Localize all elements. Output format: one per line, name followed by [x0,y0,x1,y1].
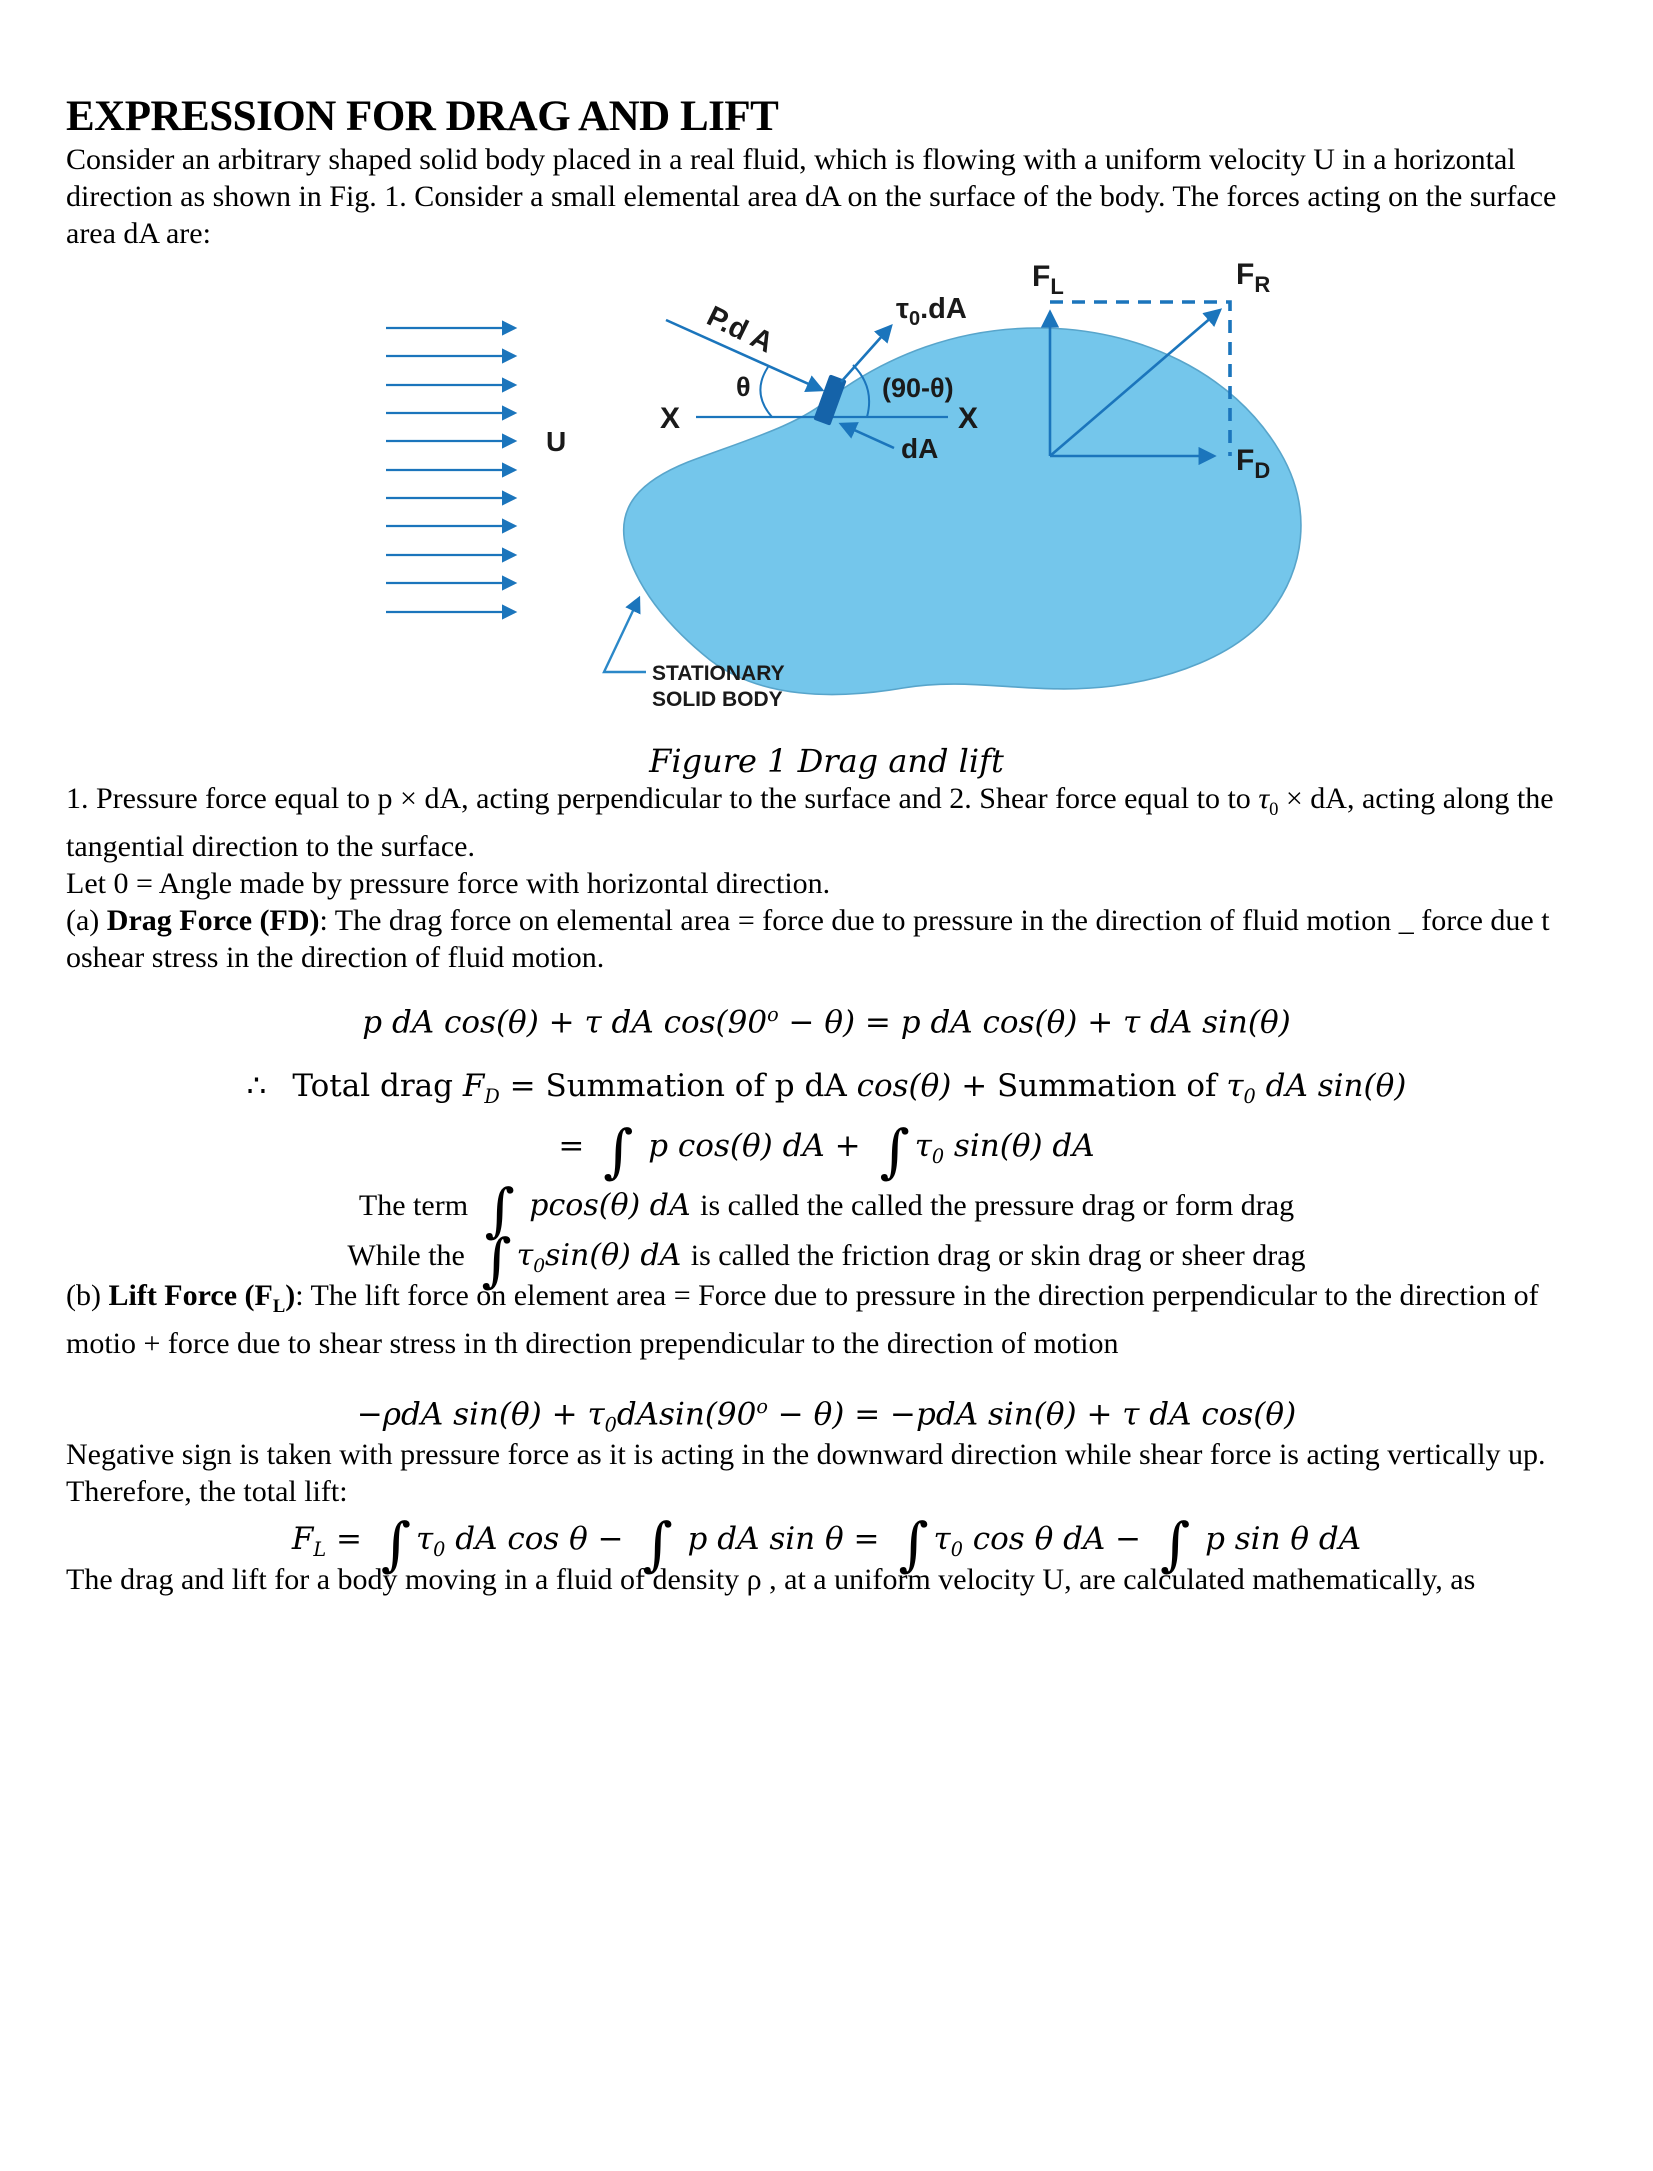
x-label-right: X [958,402,979,435]
drag-item-marker: (a) [66,904,107,937]
closing-paragraph: The drag and lift for a body moving in a fluid of density ρ , at a uniform velocity U, are calculated mathematically, as [66,1563,1476,1597]
x-label-left: X [660,402,681,435]
eq-lift-element: −ρdA $\sin(\theta) + \tau_0dAsin(90^o - \theta) = -pdA$ sin(θ) + τ dA cos(θ) [356,1394,1297,1437]
stationary-label-line1: STATIONARY [652,662,785,685]
page-title: EXPRESSION FOR DRAG AND LIFT [66,93,779,140]
forces-paragraph [66,780,1587,976]
integral-sign: ∫ [642,1510,673,1579]
forces-text-1: 1. Pressure force equal to p × dA, acting perpendicular to the surface and 2. Shear force equal to to [66,782,1259,815]
tau-subscript: 0 [1269,799,1279,820]
lift-force-heading: Lift Force $(F_L)$ [108,1278,296,1317]
leader-line [604,598,646,672]
da-label: dA [901,433,939,464]
therefore-symbol: ∴ [246,1068,267,1105]
drag-force-heading: Drag Force (FD) [106,904,320,937]
flow-arrows [386,328,515,612]
solid-body [624,328,1301,695]
velocity-label: U [546,426,567,457]
fr-label: $F_R$ [1236,260,1271,297]
theta-arc [760,367,772,417]
figure-caption: Figure 1 Drag and lift [649,742,1004,780]
angle-90-label: (90-θ) [882,373,954,403]
integral-sign: ∫ [380,1510,412,1579]
stationary-label-line2: SOLID BODY [652,688,783,711]
tau-label: $\tau_0.dA$ [896,293,967,330]
lift-paragraph [66,1277,1587,1362]
eq-total-lift: $F_L$ = ∫ $\tau_0$ dA cos θ − ∫ p dA sin θ = ∫ $\tau_0$ cos θ dA − ∫ p sin θ dA [291,1510,1362,1579]
integral-sign: ∫ [1160,1510,1191,1579]
integral-sign: ∫ [481,1225,512,1294]
integral-sign: ∫ [879,1116,910,1185]
drag-lift-figure [278,260,1378,730]
drag-force-text: : The drag force on elemental area = force due to pressure in the direction of fluid motion _ force due t oshear stress in the direction of fluid motion. [66,904,1550,974]
eq-total-drag: ∴ Total drag $F_D$ = Summation of p dA cos(θ) + Summation of $\tau_0$ dA sin(θ) [246,1068,1407,1109]
fd-label: $F_D$ [1236,444,1271,483]
eq-balance: p dA cos(θ) + τ dA $\cos(90^o - \theta) = p$ dA cos(θ) + τ dA sin(θ) [362,1003,1291,1041]
forces-text-2: × dA, acting along the tangential direction to the surface. [66,782,1554,863]
integral-sign: ∫ [484,1175,515,1244]
eq-integral-drag: = ∫ p cos(θ) dA + ∫ $\tau_0$ sin(θ) dA [558,1116,1095,1185]
theta-label: θ [736,372,751,402]
angle-definition: Let 0 = Angle made by pressure force with horizontal direction. [66,867,831,900]
pda-label: P.d A [701,300,779,360]
integral-sign: ∫ [603,1116,634,1185]
friction-drag-note: While the ∫ $\tau_0\sin(\theta)$ dA is called the friction drag or skin drag or sheer drag [347,1225,1306,1294]
lift-item-marker: (b) [66,1278,109,1312]
fl-label: $F_L$ [1032,260,1064,299]
pressure-drag-note: The term ∫ pcos(θ) dA is called the called the pressure drag or form drag [358,1175,1295,1244]
intro-paragraph: Consider an arbitrary shaped solid body placed in a real fluid, which is flowing with a uniform velocity U in a horizontal direction as shown in Fig. 1. Consider a small elemental area dA on the surface of the body. The forces acting on the surface area dA are: [66,143,1557,250]
total-lift-intro: Therefore, the total lift: [66,1475,348,1509]
integral-sign: ∫ [898,1510,929,1579]
tau-symbol: τ [1258,782,1270,815]
negative-sign-paragraph: Negative sign is taken with pressure force as it is acting in the downward direction while shear force is acting vertically up. [66,1438,1546,1472]
lift-force-text: : The lift force on element area = Force due to pressure in the direction perpendicular to the direction of motio + force due to shear stress in th direction prependicular to the direction of motion [66,1278,1539,1360]
